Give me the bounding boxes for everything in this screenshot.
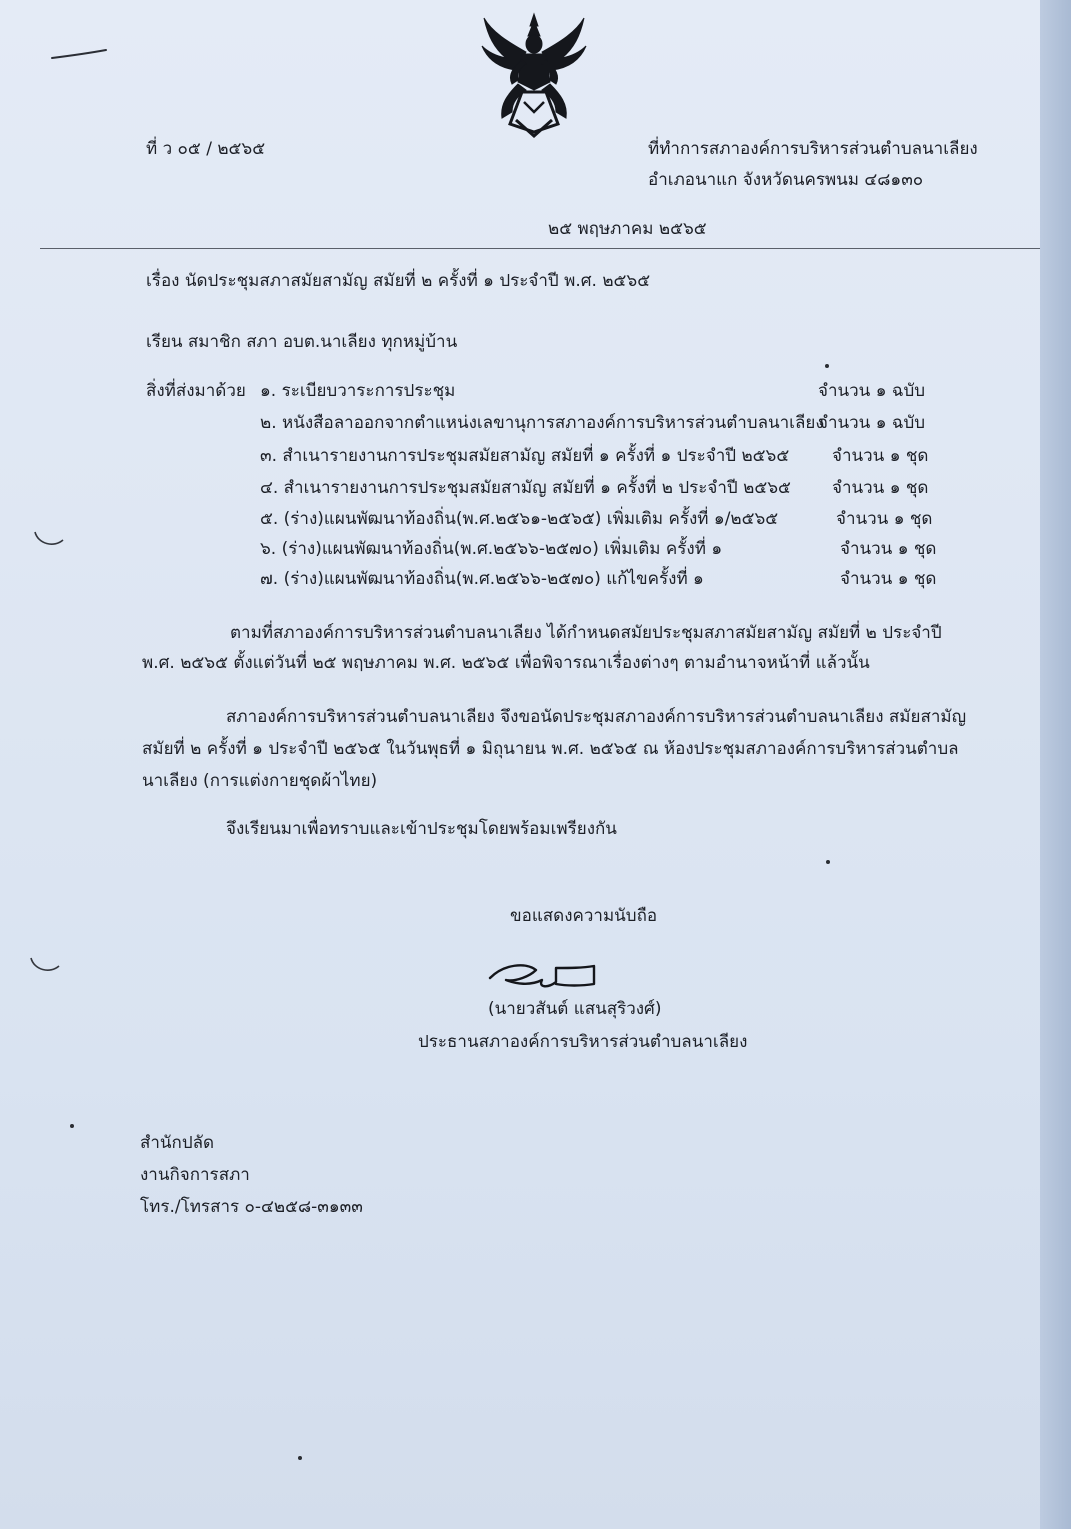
punch-hole-icon bbox=[32, 528, 66, 550]
paragraph-2-line-3: นาเลียง (การแต่งกายชุดผ้าไทย) bbox=[142, 771, 378, 791]
addressee-line: เรียน สมาชิก สภา อบต.นาเลียง ทุกหมู่บ้าน bbox=[146, 332, 458, 352]
enclosure-qty: จำนวน ๑ ชุด bbox=[836, 509, 933, 529]
speck-dot bbox=[298, 1456, 302, 1460]
enclosure-qty: จำนวน ๑ ชุด bbox=[832, 478, 929, 498]
office-address-line-1: ที่ทำการสภาองค์การบริหารส่วนตำบลนาเลียง bbox=[648, 139, 978, 159]
footer-department: สำนักปลัด bbox=[140, 1133, 215, 1153]
enclosure-qty: จำนวน ๑ ฉบับ bbox=[818, 413, 926, 433]
enclosure-qty: จำนวน ๑ ฉบับ bbox=[818, 381, 926, 401]
speck-dot bbox=[826, 860, 830, 864]
enclosure-item: ๔. สำเนารายงานการประชุมสมัยสามัญ สมัยที่ ๑ ครั้งที่ ๒ ประจำปี ๒๕๖๕ bbox=[260, 478, 791, 498]
paragraph-2-line-2: สมัยที่ ๒ ครั้งที่ ๑ ประจำปี ๒๕๖๕ ในวันพุธที่ ๑ มิถุนายน พ.ศ. ๒๕๖๕ ณ ห้องประชุมสภาองค์การบริหารส่วนตำบล bbox=[142, 739, 959, 759]
header-divider bbox=[40, 248, 1040, 249]
signer-title: ประธานสภาองค์การบริหารส่วนตำบลนาเลียง bbox=[418, 1032, 748, 1052]
enclosure-qty: จำนวน ๑ ชุด bbox=[840, 539, 937, 559]
enclosure-item: ๑. ระเบียบวาระการประชุม bbox=[260, 381, 456, 401]
closing-phrase: ขอแสดงความนับถือ bbox=[510, 906, 658, 926]
enclosure-item: ๖. (ร่าง)แผนพัฒนาท้องถิ่น(พ.ศ.๒๕๖๖-๒๕๗๐) เพิ่มเติม ครั้งที่ ๑ bbox=[260, 539, 723, 559]
speck-dot bbox=[70, 1124, 74, 1128]
enclosure-item: ๗. (ร่าง)แผนพัฒนาท้องถิ่น(พ.ศ.๒๕๖๖-๒๕๗๐) แก้ไขครั้งที่ ๑ bbox=[260, 569, 704, 589]
paragraph-2-line-1: สภาองค์การบริหารส่วนตำบลนาเลียง จึงขอนัดประชุมสภาองค์การบริหารส่วนตำบลนาเลียง สมัยสามัญ bbox=[226, 707, 967, 727]
background-edge bbox=[1040, 0, 1071, 1529]
paragraph-1-line-2: พ.ศ. ๒๕๖๕ ตั้งแต่วันที่ ๒๕ พฤษภาคม พ.ศ. ๒๕๖๕ เพื่อพิจารณาเรื่องต่างๆ ตามอำนาจหน้าที่ แล้วนั้น bbox=[142, 653, 870, 673]
enclosure-qty: จำนวน ๑ ชุด bbox=[832, 446, 929, 466]
enclosure-item: ๓. สำเนารายงานการประชุมสมัยสามัญ สมัยที่ ๑ ครั้งที่ ๑ ประจำปี ๒๕๖๕ bbox=[260, 446, 790, 466]
footer-section: งานกิจการสภา bbox=[140, 1165, 250, 1185]
enclosure-item: ๕. (ร่าง)แผนพัฒนาท้องถิ่น(พ.ศ.๒๕๖๑-๒๕๖๕) เพิ่มเติม ครั้งที่ ๑/๒๕๖๕ bbox=[260, 509, 779, 529]
garuda-emblem-icon bbox=[478, 12, 590, 138]
office-address-line-2: อำเภอนาแก จังหวัดนครพนม ๔๘๑๓๐ bbox=[648, 170, 924, 190]
reference-number: ที่ ว ๐๕ / ๒๕๖๕ bbox=[146, 139, 266, 159]
enclosure-qty: จำนวน ๑ ชุด bbox=[840, 569, 937, 589]
paragraph-1-line-1: ตามที่สภาองค์การบริหารส่วนตำบลนาเลียง ได้กำหนดสมัยประชุมสภาสมัยสามัญ สมัยที่ ๒ ประจำปี bbox=[230, 623, 942, 643]
speck-dot bbox=[825, 364, 829, 368]
signer-name: (นายวสันต์ แสนสุริวงศ์) bbox=[488, 999, 662, 1019]
footer-phone: โทร./โทรสาร ๐-๔๒๕๘-๓๑๓๓ bbox=[140, 1197, 363, 1217]
pen-mark-icon bbox=[50, 48, 108, 62]
enclosure-label: สิ่งที่ส่งมาด้วย bbox=[146, 381, 246, 401]
letter-date: ๒๕ พฤษภาคม ๒๕๖๕ bbox=[548, 219, 707, 239]
punch-hole-icon bbox=[28, 954, 62, 976]
enclosure-item: ๒. หนังสือลาออกจากตำแหน่งเลขานุการสภาองค์การบริหารส่วนตำบลนาเลียง bbox=[260, 413, 824, 433]
signature-icon bbox=[486, 958, 598, 994]
subject-line: เรื่อง นัดประชุมสภาสมัยสามัญ สมัยที่ ๒ ครั้งที่ ๑ ประจำปี พ.ศ. ๒๕๖๕ bbox=[146, 271, 651, 291]
paragraph-3: จึงเรียนมาเพื่อทราบและเข้าประชุมโดยพร้อมเพรียงกัน bbox=[226, 819, 617, 839]
